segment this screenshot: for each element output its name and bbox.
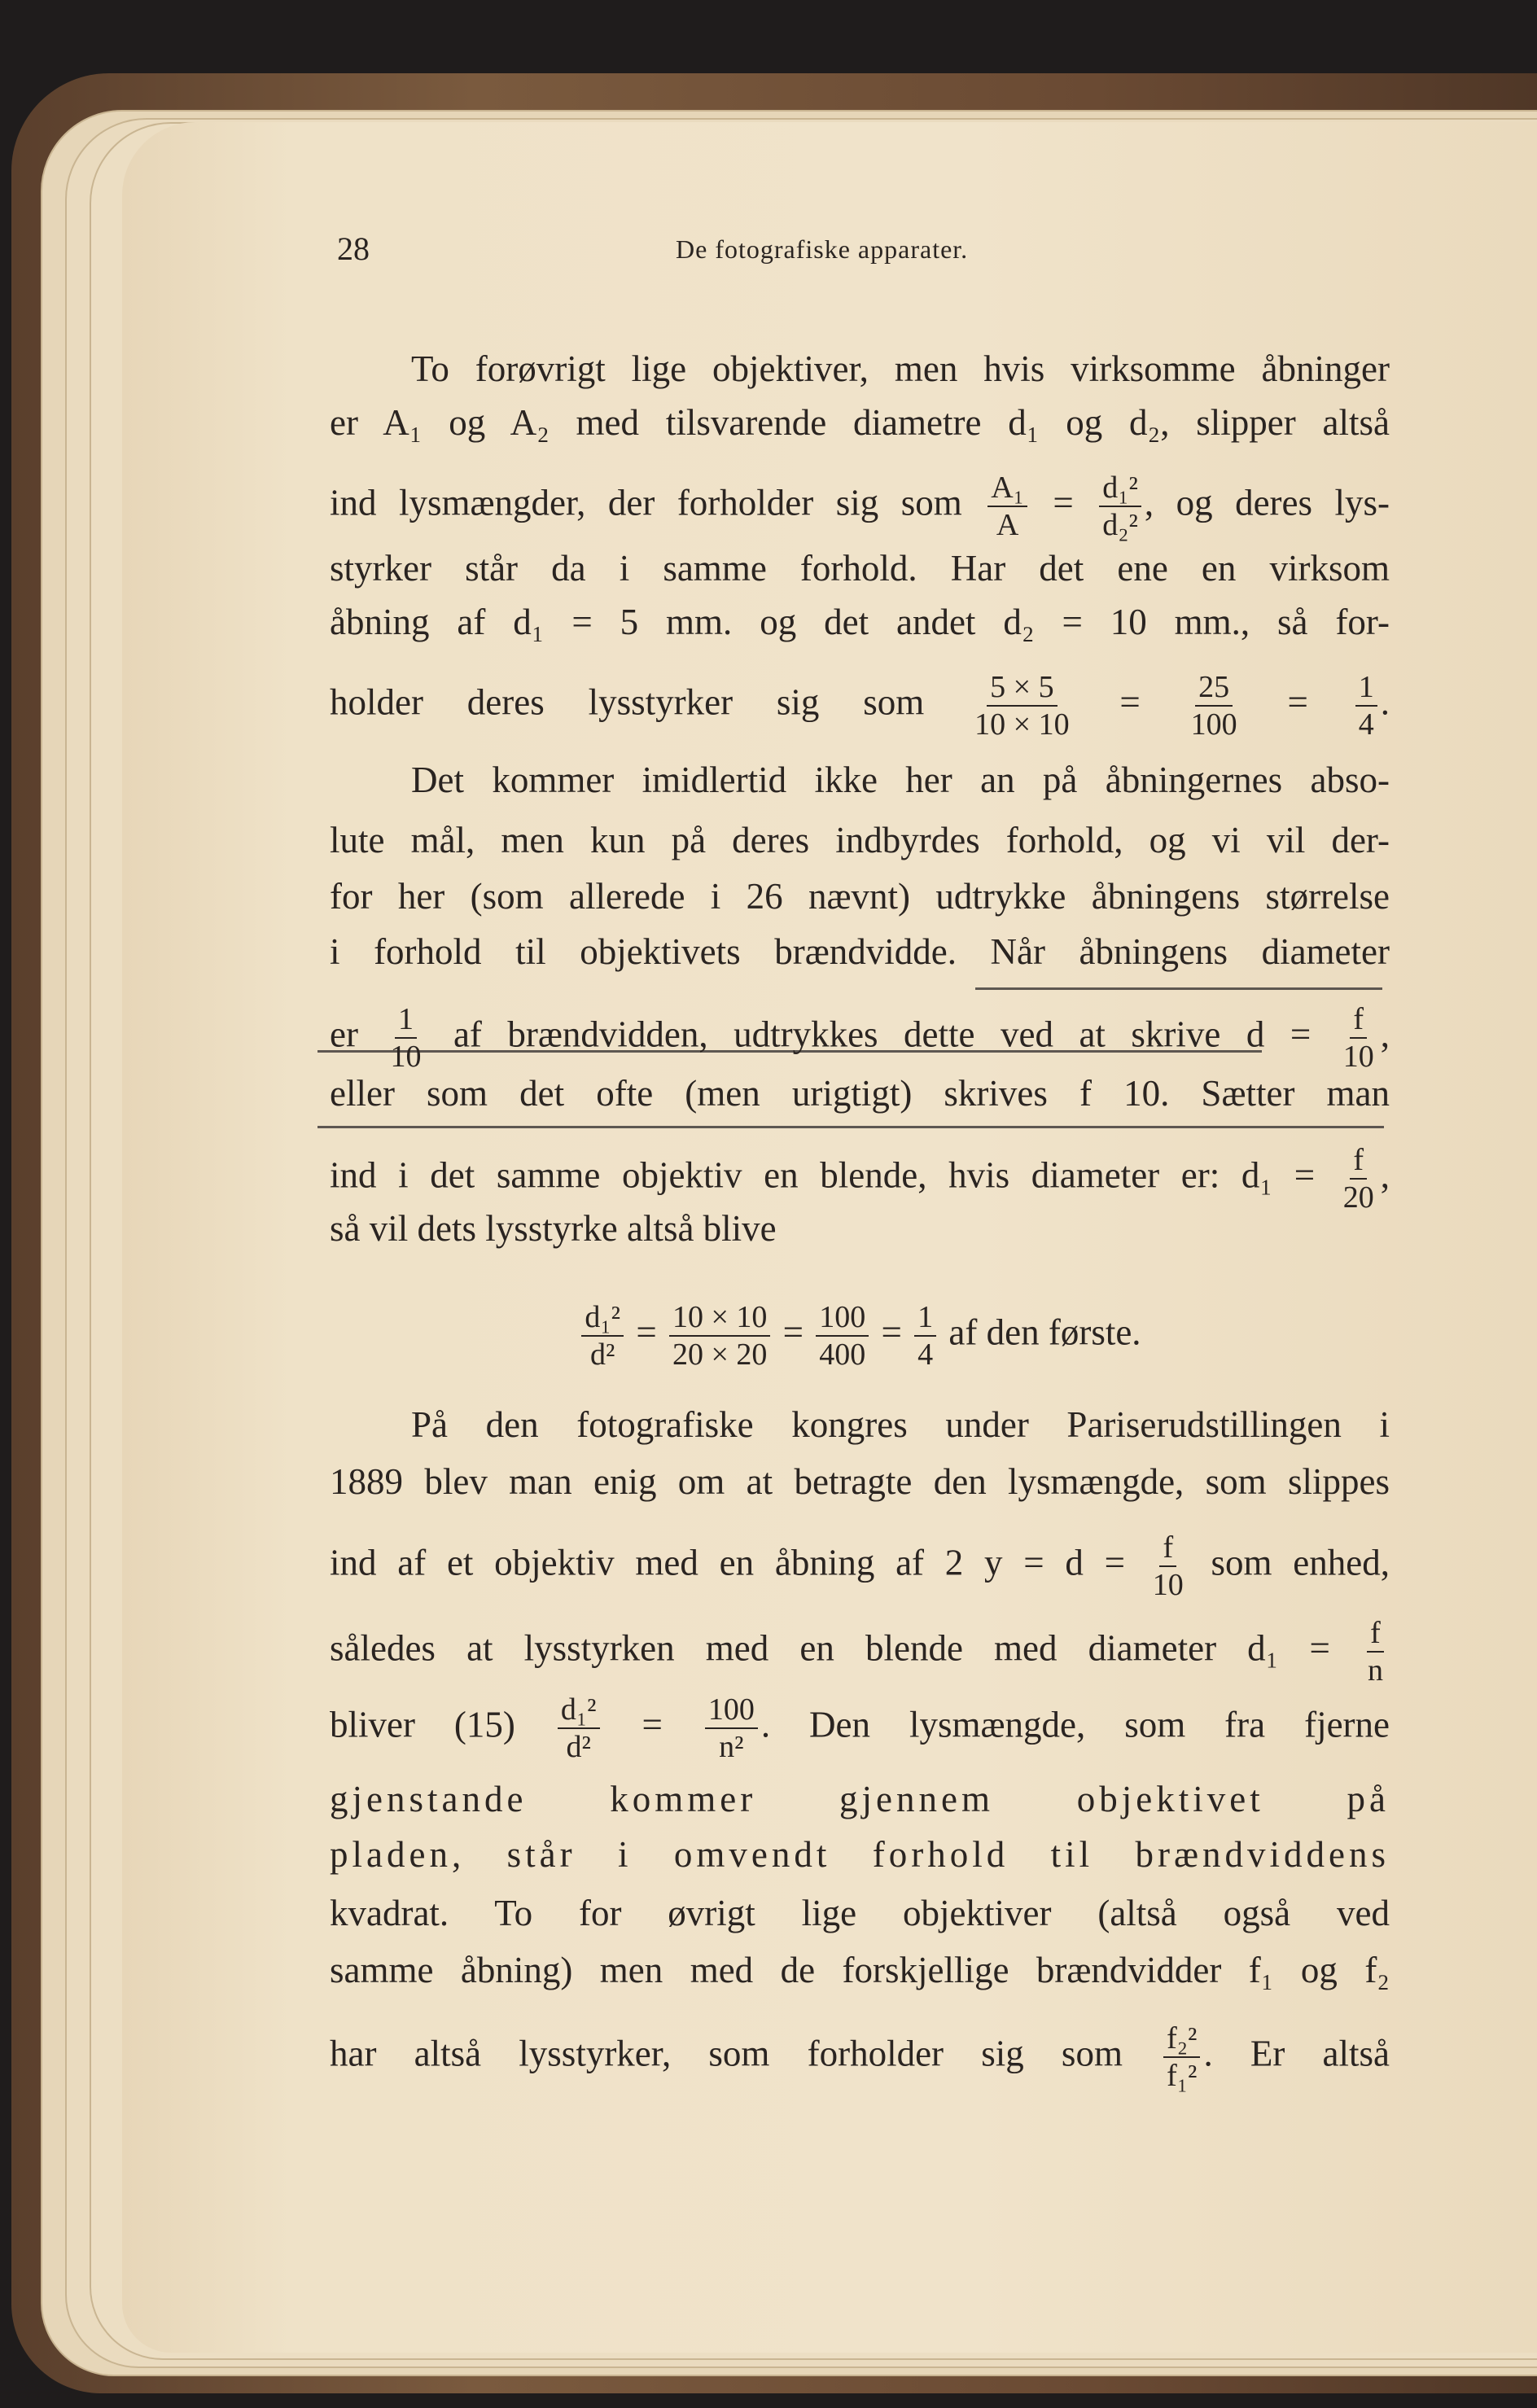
fraction-denominator: 4 bbox=[1358, 707, 1374, 742]
text-run: ind i det samme objektiv en blende, hvis diameter er: d₁ = bbox=[330, 1154, 1337, 1196]
fraction bbox=[987, 470, 1027, 543]
text-run: På den fotografiske kongres under Pariserudstillingen i bbox=[411, 1404, 1390, 1445]
text-run: som enhed, bbox=[1189, 1542, 1390, 1583]
text-line bbox=[330, 816, 1390, 865]
text-line bbox=[330, 1400, 1390, 1449]
fraction-denominator: 20 bbox=[1342, 1180, 1374, 1215]
text-line bbox=[330, 1615, 1390, 1688]
text-run: er bbox=[330, 1014, 384, 1055]
text-run: af brændvidden, udtrykkes dette ved at skrive d = bbox=[427, 1014, 1337, 1055]
fraction bbox=[387, 1001, 424, 1075]
fraction bbox=[1364, 1615, 1386, 1688]
text-run: er A₁ og A₂ med tilsvarende diametre d₁ og d₂, slipper altså bbox=[330, 402, 1390, 443]
fraction-denominator: n bbox=[1368, 1653, 1383, 1688]
text-line bbox=[330, 598, 1390, 646]
fraction-denominator: 10 bbox=[1152, 1568, 1184, 1602]
text-line bbox=[330, 470, 1390, 543]
fraction-denominator: d² bbox=[566, 1730, 591, 1764]
fraction-denominator: 20 × 20 bbox=[672, 1338, 768, 1372]
text-run: , bbox=[1380, 1154, 1390, 1196]
text-run: holder deres lysstyrker sig som bbox=[330, 681, 969, 723]
text-line bbox=[330, 1001, 1390, 1075]
fraction-numerator: f₂² bbox=[1163, 2021, 1200, 2058]
fraction bbox=[1188, 669, 1241, 742]
text-run: Det kommer imidlertid ikke her an på åbningernes abso- bbox=[411, 760, 1390, 800]
fraction bbox=[581, 1299, 624, 1373]
fraction bbox=[558, 1692, 600, 1765]
fraction-numerator: d₁² bbox=[1099, 470, 1141, 507]
fraction-numerator: 1 bbox=[395, 1001, 417, 1039]
fraction-numerator: d₁² bbox=[581, 1299, 624, 1337]
fraction bbox=[1099, 470, 1141, 543]
text-run: . Er altså bbox=[1203, 2033, 1390, 2074]
text-run: = bbox=[627, 1311, 666, 1353]
fraction-denominator: 4 bbox=[917, 1338, 934, 1372]
fraction-denominator: 400 bbox=[819, 1338, 866, 1372]
fraction bbox=[1149, 1530, 1187, 1603]
fraction-denominator: d² bbox=[590, 1338, 615, 1372]
page-number: 28 bbox=[337, 230, 370, 267]
fraction-numerator: 100 bbox=[705, 1692, 758, 1729]
fraction bbox=[1355, 669, 1377, 742]
text-line bbox=[330, 1889, 1390, 1937]
fraction-numerator: 10 × 10 bbox=[669, 1299, 770, 1337]
fraction-denominator: n² bbox=[719, 1730, 744, 1764]
text-run: . bbox=[1380, 681, 1390, 723]
text-line bbox=[330, 1204, 1390, 1253]
text-run: kvadrat. To for øvrigt lige objektiver (altså også ved bbox=[330, 1893, 1390, 1933]
fraction bbox=[1340, 1001, 1377, 1075]
text-line bbox=[330, 1692, 1390, 1765]
text-run: . Den lysmængde, som fra fjerne bbox=[760, 1704, 1390, 1745]
text-run: lute mål, men kun på deres indbyrdes forhold, og vi vil der- bbox=[330, 820, 1390, 860]
text-run: styrker står da i samme forhold. Har det ene en virksom bbox=[330, 548, 1390, 589]
fraction-denominator: f₁² bbox=[1167, 2059, 1198, 2093]
fraction bbox=[705, 1692, 758, 1765]
text-line bbox=[330, 1299, 1390, 1373]
text-line bbox=[330, 344, 1390, 393]
fraction-numerator: 1 bbox=[1355, 669, 1377, 707]
text-line bbox=[330, 1946, 1390, 1994]
text-line bbox=[330, 755, 1390, 804]
text-line bbox=[330, 544, 1390, 593]
text-line bbox=[330, 1775, 1390, 1824]
fraction-numerator: f bbox=[1350, 1142, 1367, 1180]
fraction bbox=[669, 1299, 770, 1373]
text-run: , bbox=[1380, 1014, 1390, 1055]
text-line bbox=[330, 398, 1390, 447]
text-line bbox=[330, 1830, 1390, 1879]
fraction-numerator: f bbox=[1367, 1615, 1384, 1653]
fraction-denominator: d₂² bbox=[1102, 508, 1138, 542]
text-run: bliver (15) bbox=[330, 1704, 554, 1745]
fraction bbox=[914, 1299, 936, 1373]
fraction-numerator: f bbox=[1159, 1530, 1176, 1567]
fraction-numerator: 5 × 5 bbox=[987, 669, 1057, 707]
text-run: af den første. bbox=[939, 1311, 1141, 1353]
fraction-numerator: A₁ bbox=[987, 470, 1027, 507]
text-run: samme åbning) men med de forskjellige brændvidder f₁ og f₂ bbox=[330, 1950, 1390, 1990]
text-line bbox=[330, 1530, 1390, 1603]
text-run: pladen, står i omvendt forhold til brændviddens bbox=[330, 1834, 1390, 1875]
running-title: De fotografiske apparater. bbox=[676, 234, 969, 264]
text-run: så vil dets lysstyrke altså blive bbox=[330, 1208, 777, 1249]
text-run: 1889 blev man enig om at betragte den lysmængde, som slippes bbox=[330, 1461, 1390, 1502]
fraction-numerator: 25 bbox=[1195, 669, 1233, 707]
fraction bbox=[816, 1299, 869, 1373]
text-line bbox=[330, 927, 1390, 976]
text-line bbox=[330, 1457, 1390, 1506]
text-run: , og deres lys- bbox=[1144, 482, 1390, 523]
fraction-numerator: f bbox=[1350, 1001, 1367, 1039]
fraction-numerator: d₁² bbox=[558, 1692, 600, 1729]
text-run: = bbox=[773, 1311, 813, 1353]
text-line bbox=[330, 872, 1390, 921]
text-run: ind lysmængder, der forholder sig som bbox=[330, 482, 985, 523]
fraction-numerator: 100 bbox=[816, 1299, 869, 1337]
text-line bbox=[330, 1069, 1390, 1118]
text-line bbox=[330, 669, 1390, 742]
pencil-underline bbox=[975, 987, 1382, 990]
text-run: = bbox=[602, 1704, 702, 1745]
pencil-underline bbox=[317, 1126, 1384, 1128]
text-run: således at lysstyrken med en blende med diameter d₁ = bbox=[330, 1627, 1361, 1669]
text-run: = bbox=[1030, 482, 1097, 523]
text-run: To forøvrigt lige objektiver, men hvis virksomme åbninger bbox=[411, 348, 1390, 389]
text-run: ind af et objektiv med en åbning af 2 y = d = bbox=[330, 1542, 1146, 1583]
text-run: = bbox=[1075, 681, 1184, 723]
text-run: gjenstande kommer gjennem objektivet på bbox=[330, 1779, 1390, 1819]
text-run: eller som det ofte (men urigtigt) skrives f 10. Sætter man bbox=[330, 1073, 1390, 1114]
fraction-denominator: 10 bbox=[1342, 1040, 1374, 1074]
fraction bbox=[971, 669, 1072, 742]
fraction bbox=[1163, 2021, 1200, 2094]
fraction-denominator: 100 bbox=[1190, 707, 1237, 742]
text-line bbox=[330, 2021, 1390, 2094]
text-run: i forhold til objektivets brændvidde. Når åbningens diameter bbox=[330, 931, 1390, 972]
fraction-denominator: 10 × 10 bbox=[974, 707, 1070, 742]
text-run: har altså lysstyrker, som forholder sig som bbox=[330, 2033, 1161, 2074]
text-run: = bbox=[872, 1311, 912, 1353]
text-run: for her (som allerede i 26 nævnt) udtrykke åbningens størrelse bbox=[330, 876, 1390, 917]
fraction-numerator: 1 bbox=[914, 1299, 936, 1337]
fraction-denominator: A bbox=[996, 508, 1019, 542]
text-run: = bbox=[1243, 681, 1352, 723]
text-run: åbning af d₁ = 5 mm. og det andet d₂ = 10 mm., så for- bbox=[330, 602, 1390, 642]
fraction-denominator: 10 bbox=[390, 1040, 422, 1074]
